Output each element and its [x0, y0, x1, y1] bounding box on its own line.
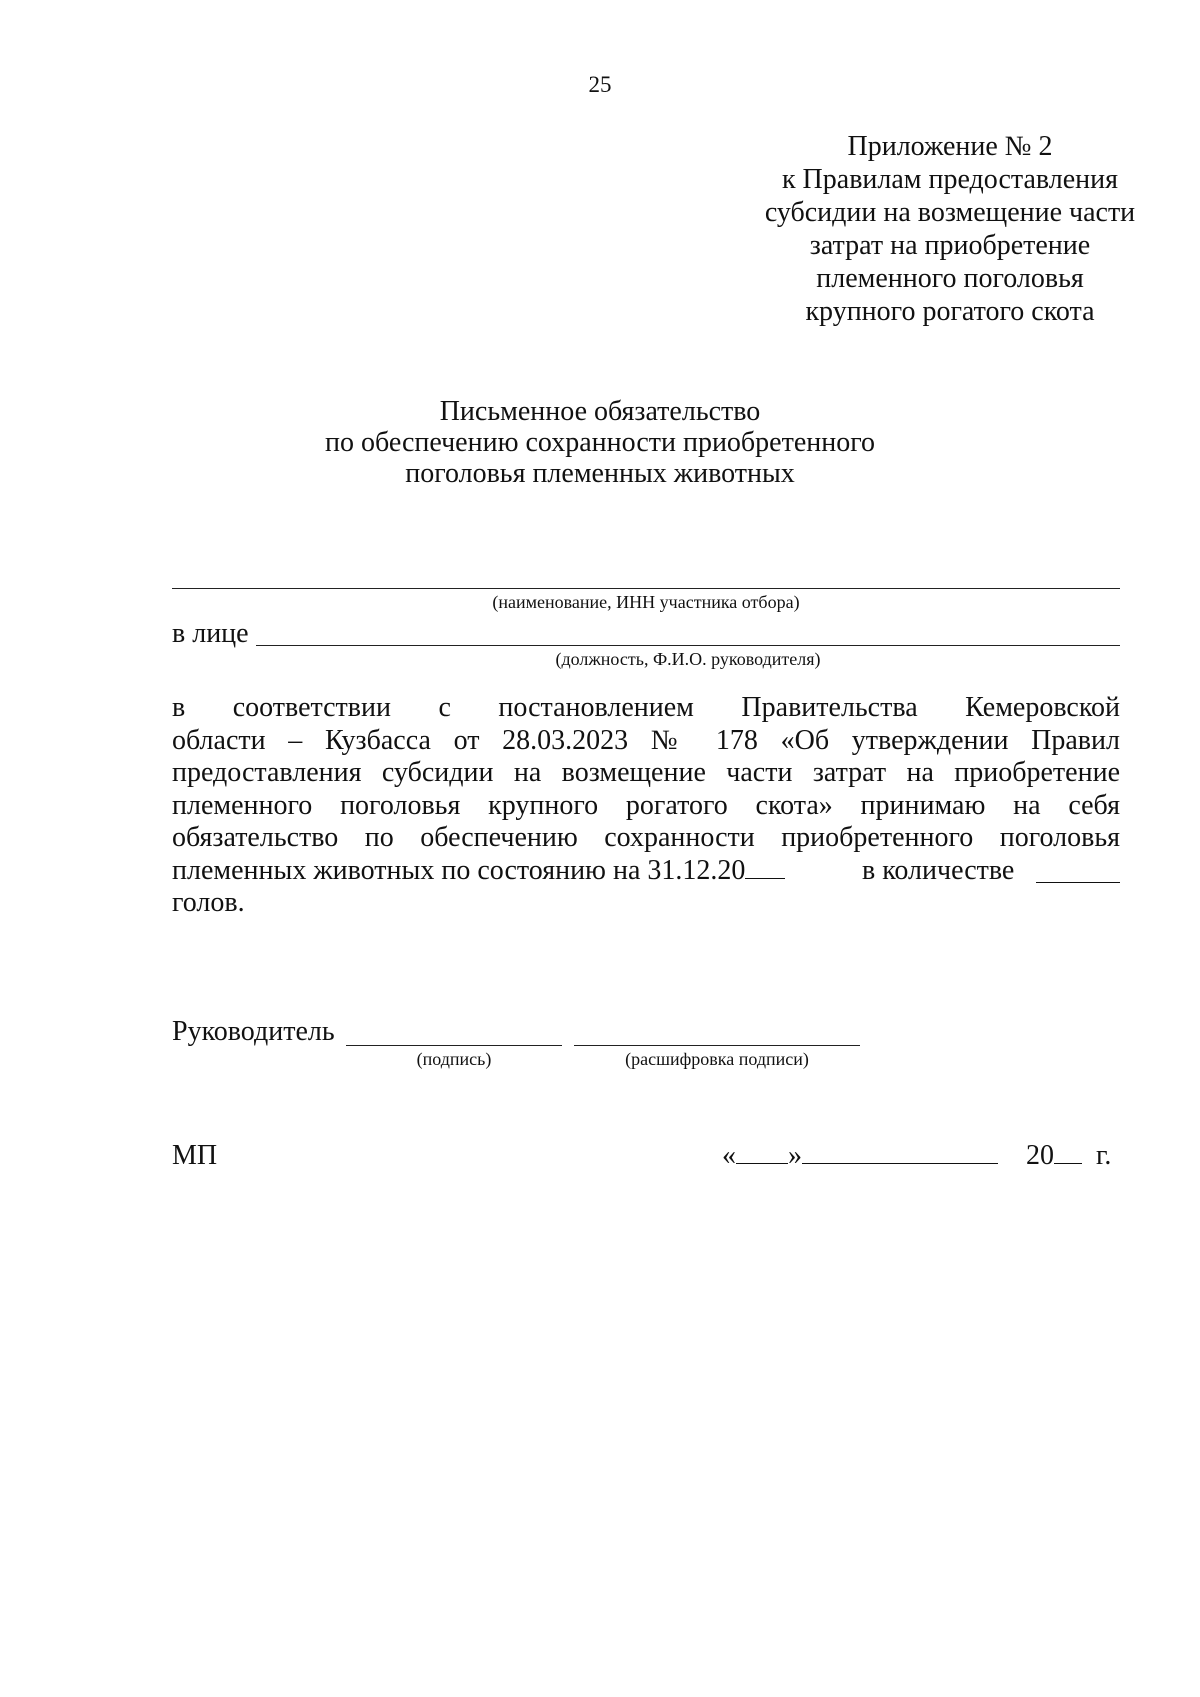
day-blank[interactable]	[736, 1141, 788, 1164]
participant-caption: (наименование, ИНН участника отбора)	[492, 592, 800, 612]
obligation-paragraph	[172, 692, 1120, 920]
quantity-blank[interactable]	[1036, 860, 1120, 883]
paragraph-line: в соответствии с постановлением Правительства Кемеровской	[172, 692, 1120, 723]
appendix-line: затрат на приобретение	[809, 230, 1091, 261]
paragraph-line: области – Кузбасса от 28.03.2023 № 178 «Об утверждении Правил	[172, 724, 1120, 756]
signature-label: Руководитель	[172, 1016, 335, 1047]
document-title	[0, 396, 1200, 489]
signature-decode-caption: (расшифровка подписи)	[625, 1049, 809, 1069]
appendix-line: субсидии на возмещение части	[764, 197, 1136, 228]
year-blank[interactable]	[745, 856, 785, 879]
paragraph-line: племенного поголовья крупного рогатого скота» принимаю на себя	[172, 789, 1120, 821]
year-prefix: 20	[1026, 1140, 1054, 1171]
title-line: поголовья племенных животных	[405, 458, 795, 489]
title-line: Письменное обязательство	[439, 396, 761, 427]
appendix-line: к Правилам предоставления	[781, 164, 1119, 195]
paragraph-line: голов.	[172, 887, 245, 918]
paragraph-text: племенных животных по состоянию на 31.12.20	[172, 854, 746, 886]
quote-open: «	[722, 1140, 736, 1171]
appendix-line: крупного рогатого скота	[805, 296, 1095, 327]
appendix-line: Приложение № 2	[847, 131, 1053, 162]
month-blank[interactable]	[802, 1141, 998, 1164]
year-blank-footer[interactable]	[1054, 1141, 1082, 1164]
quote-close: »	[788, 1140, 802, 1171]
appendix-line: племенного поголовья	[816, 263, 1084, 294]
page-number: 25	[588, 72, 612, 97]
representative-label: в лице	[172, 618, 249, 649]
paragraph-line: обязательство по обеспечению сохранности приобретенного поголовья	[172, 822, 1120, 853]
representative-field[interactable]	[256, 645, 1120, 646]
year-suffix: г.	[1096, 1140, 1112, 1171]
representative-caption: (должность, Ф.И.О. руководителя)	[555, 649, 821, 669]
title-line: по обеспечению сохранности приобретенного	[324, 427, 876, 458]
date-line	[722, 1140, 998, 1172]
appendix-header	[700, 130, 1200, 328]
paragraph-line: предоставления субсидии на возмещение части затрат на приобретение	[172, 757, 1120, 788]
signature-field[interactable]	[346, 1045, 562, 1046]
signature-caption: (подпись)	[416, 1049, 492, 1069]
participant-field[interactable]	[172, 588, 1120, 589]
stamp-placeholder: МП	[172, 1140, 218, 1171]
quantity-label: в количестве	[862, 854, 1015, 886]
year-field	[1026, 1140, 1082, 1172]
paragraph-line	[172, 855, 1120, 888]
signature-decode-field[interactable]	[574, 1045, 860, 1046]
